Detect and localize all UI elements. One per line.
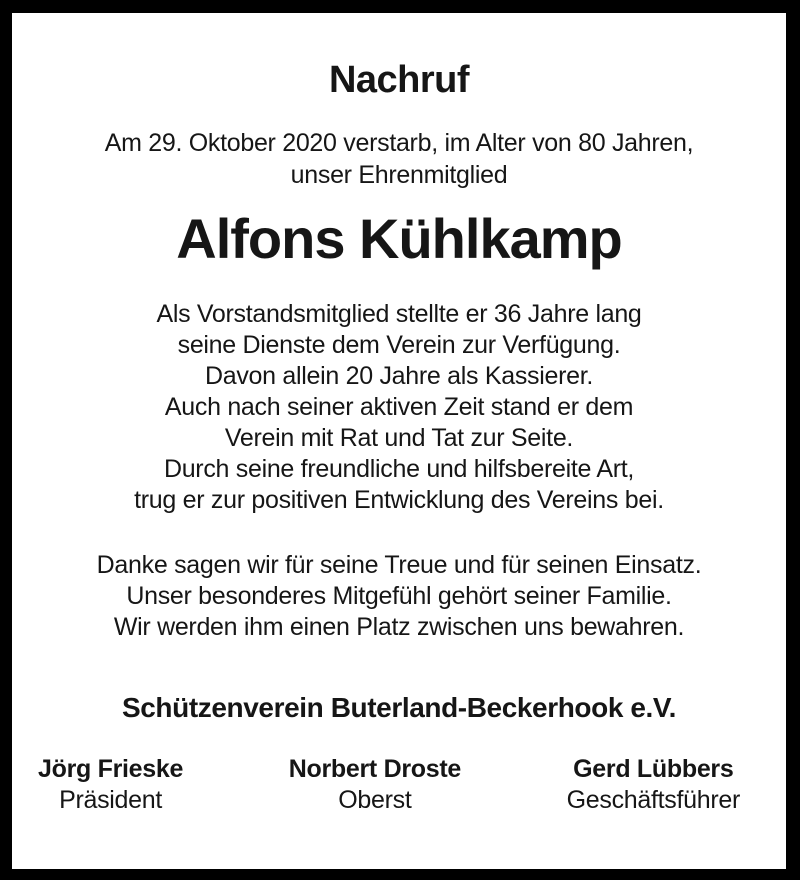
organization-name: Schützenverein Buterland-Beckerhook e.V. <box>121 692 677 723</box>
thanks-line: Unser besonderes Mitgefühl gehört seiner Familie. <box>126 582 672 610</box>
intro-line: Am 29. Oktober 2020 verstarb, im Alter von 80 Jahren, <box>104 129 694 157</box>
thanks-paragraph <box>12 550 786 643</box>
deceased-name: Alfons Kühlkamp <box>176 207 622 270</box>
tribute-line: Als Vorstandsmitglied stellte er 36 Jahre lang <box>156 300 642 328</box>
signatures-row <box>12 753 786 815</box>
thanks-line: Wir werden ihm einen Platz zwischen uns bewahren. <box>113 613 685 641</box>
signatory-name: Norbert Droste <box>288 755 461 783</box>
intro-paragraph <box>12 127 786 191</box>
signatory <box>38 753 183 815</box>
tribute-line: seine Dienste dem Verein zur Verfügung. <box>177 331 621 359</box>
signatory-role: Oberst <box>338 786 412 814</box>
signatory <box>289 753 461 815</box>
tribute-line: Auch nach seiner aktiven Zeit stand er dem <box>164 393 634 421</box>
tribute-line: trug er zur positiven Entwicklung des Vereins bei. <box>134 486 664 514</box>
signatory-name: Jörg Frieske <box>38 755 184 783</box>
tribute-line: Davon allein 20 Jahre als Kassierer. <box>204 362 594 390</box>
notice-title: Nachruf <box>328 59 470 101</box>
tribute-line: Verein mit Rat und Tat zur Seite. <box>224 424 574 452</box>
intro-line: unser Ehrenmitglied <box>290 161 508 189</box>
tribute-line: Durch seine freundliche und hilfsbereite Art, <box>163 455 635 483</box>
thanks-line: Danke sagen wir für seine Treue und für seinen Einsatz. <box>96 551 702 579</box>
signatory-role: Präsident <box>59 786 162 814</box>
signatory-role: Geschäftsführer <box>566 786 740 814</box>
obituary-notice <box>12 57 786 880</box>
signatory-name: Gerd Lübbers <box>573 755 734 783</box>
tribute-paragraph <box>12 299 786 516</box>
signatory <box>567 753 740 815</box>
